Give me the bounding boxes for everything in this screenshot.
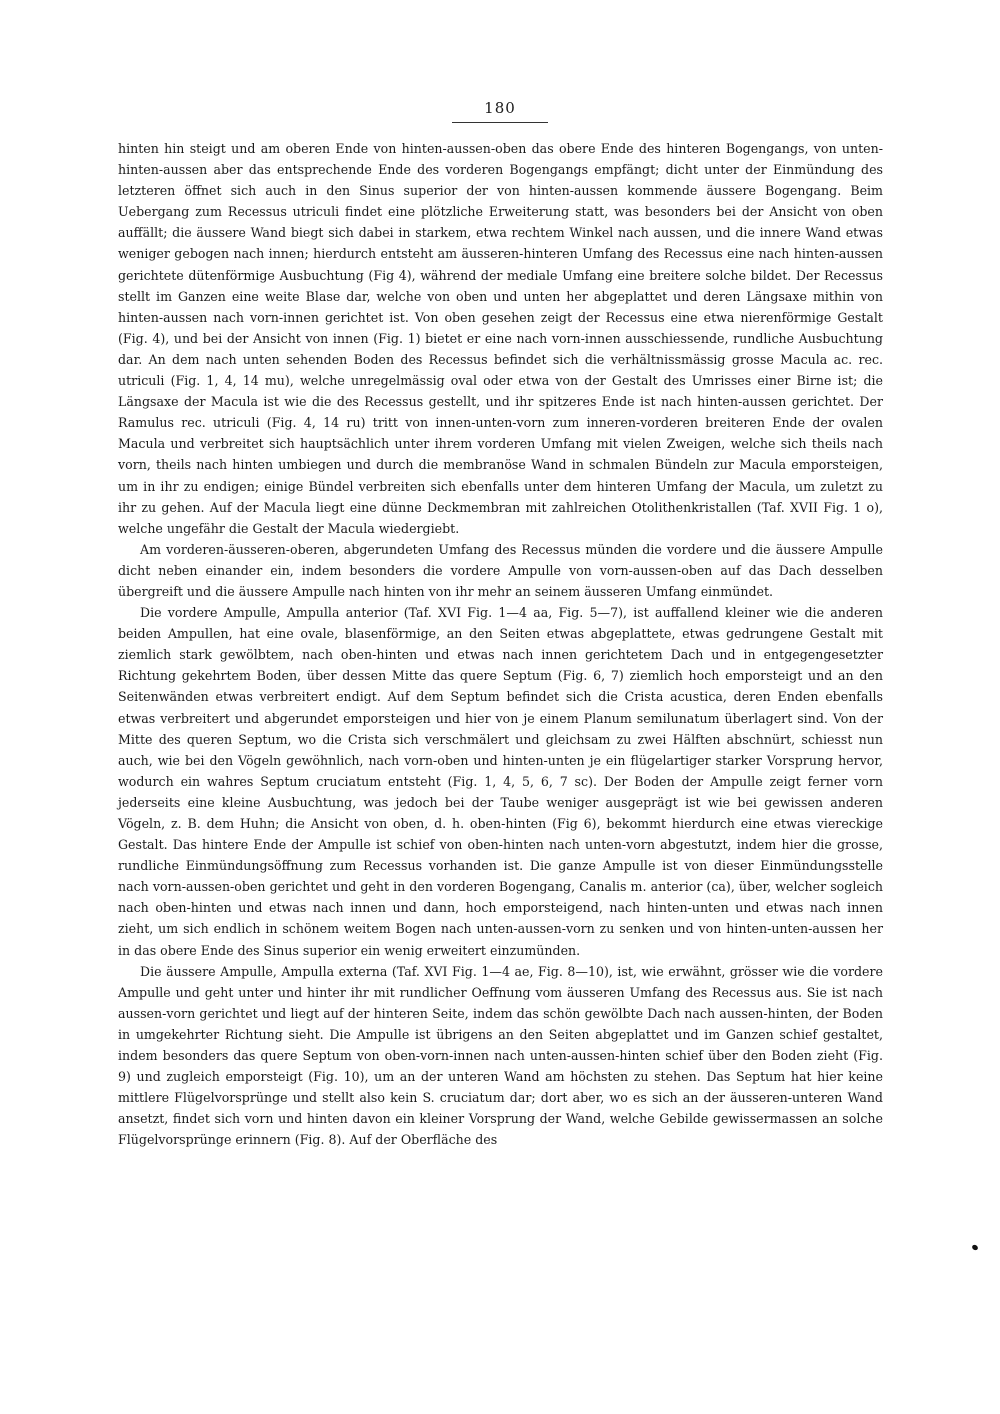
paragraph-2: Am vorderen-äusseren-oberen, abgerundeten Umfang des Recessus münden die vordere und die äussere Ampulle dicht neben einander ein, indem besonders die vordere Ampulle von vorn-aussen-oben auf das Dach desselben übergreift und die äussere Ampulle nach hinten von ihr mehr an seinem äusseren Umfang einmündet.	[118, 541, 883, 599]
page-number-rule	[452, 122, 548, 123]
margin-mark	[971, 1244, 979, 1252]
body-text	[118, 138, 883, 1151]
paragraph-3: Die vordere Ampulle, Ampulla anterior (Taf. XVI Fig. 1—4 aa, Fig. 5—7), ist auffallend kleiner wie die anderen beiden Ampullen, hat eine ovale, blasenförmige, an den Seiten etwas abgeplattete, etwas gedrungene Gestalt mit ziemlich stark gewölbtem, nach oben-hinten und etwas nach innen gerichtetem Dach und in entgegengesetzter Richtung gekehrtem Boden, über dessen Mitte das quere Septum (Fig. 6, 7) ziemlich hoch emporsteigt und an den Seitenwänden etwas verbreitert endigt. Auf dem Septum befindet sich die Crista acustica, deren Enden ebenfalls etwas verbreitert und abgerundet emporsteigen und hier von je einem Planum semilunatum überlagert sind. Von der Mitte des queren Septum, wo die Crista sich verschmälert und gleichsam zu zwei Hälften abschnürt, schiesst nun auch, wie bei den Vögeln gewöhnlich, nach vorn-oben und hinten-unten je ein flügelartiger starker Vorsprung hervor, wodurch ein wahres Septum cruciatum entsteht (Fig. 1, 4, 5, 6, 7 sc). Der Boden der Ampulle zeigt ferner vorn jederseits eine kleine Ausbuchtung, was jedoch bei der Taube weniger ausgeprägt ist wie bei gewissen anderen Vögeln, z. B. dem Huhn; die Ansicht von oben, d. h. oben-hinten (Fig 6), bekommt hierdurch eine etwas viereckige Gestalt. Das hintere Ende der Ampulle ist schief von oben-hinten nach unten-vorn abgestutzt, indem hier die grosse, rundliche Einmündungsöffnung zum Recessus vorhanden ist. Die ganze Ampulle ist von dieser Einmündungsstelle nach vorn-aussen-oben gerichtet und geht in den vorderen Bogengang, Canalis m. anterior (ca), über, welcher sogleich nach oben-hinten und etwas nach innen und dann, hoch emporsteigend, nach hinten-unten und etwas nach innen zieht, um sich endlich in schönem weitem Bogen nach unten-aussen-vorn zu senken und von hinten-unten-aussen her in das obere Ende des Sinus superior ein wenig erweitert einzumünden.	[118, 605, 883, 958]
paragraph-1: hinten hin steigt und am oberen Ende von hinten-aussen-oben das obere Ende des hinteren Bogengangs, von unten-hinten-aussen aber das entsprechende Ende des vorderen Bogengangs empfängt; dicht unter der Einmündung des letzteren öffnet sich auch in den Sinus superior der von hinten-aussen kommende äussere Bogengang. Beim Uebergang zum Recessus utriculi findet eine plötzliche Erweiterung statt, was besonders bei der Ansicht von oben auffällt; die äussere Wand biegt sich dabei in starkem, etwa rechtem Winkel nach aussen, und die innere Wand etwas weniger gebogen nach innen; hierdurch entsteht am äusseren-hinteren Umfang des Recessus eine nach hinten-aussen gerichtete dütenförmige Ausbuchtung (Fig 4), während der mediale Umfang eine breitere solche bildet. Der Recessus stellt im Ganzen eine weite Blase dar, welche von oben und unten her abgeplattet und deren Längsaxe mithin von hinten-aussen nach vorn-innen gerichtet ist. Von oben gesehen zeigt der Recessus eine etwa nierenförmige Gestalt (Fig. 4), und bei der Ansicht von innen (Fig. 1) bietet er eine nach vorn-innen ausschiessende, rundliche Ausbuchtung dar. An dem nach unten sehenden Boden des Recessus befindet sich die verhältnissmässig grosse Macula ac. rec. utriculi (Fig. 1, 4, 14 mu), welche unregelmässig oval oder etwa von der Gestalt des Umrisses einer Birne ist; die Längsaxe der Macula ist wie die des Recessus gestellt, und ihr spitzeres Ende ist nach hinten-aussen gerichtet. Der Ramulus rec. utriculi (Fig. 4, 14 ru) tritt von innen-unten-vorn zum inneren-vorderen breiteren Ende der ovalen Macula und verbreitet sich hauptsächlich unter ihrem vorderen Umfang mit vielen Zweigen, welche sich theils nach vorn, theils nach hinten umbiegen und durch die membranöse Wand in schmalen Bündeln zur Macula emporsteigen, um in ihr zu endigen; einige Bündel verbreiten sich ebenfalls unter dem hinteren Umfang der Macula, um zuletzt zu ihr zu gehen. Auf der Macula liegt eine dünne Deckmembran mit zahlreichen Otolithenkristallen (Taf. XVII Fig. 1 o), welche ungefähr die Gestalt der Macula wiedergiebt.	[118, 141, 883, 536]
paragraph-4: Die äussere Ampulle, Ampulla externa (Taf. XVI Fig. 1—4 ae, Fig. 8—10), ist, wie erwähnt, grösser wie die vordere Ampulle und geht unter und hinter ihr mit rundlicher Oeffnung vom äusseren Umfang des Recessus aus. Sie ist nach aussen-vorn gerichtet und liegt auf der hinteren Seite, indem das schön gewölbte Dach nach aussen-hinten, der Boden in umgekehrter Richtung sieht. Die Ampulle ist übrigens an den Seiten abgeplattet und im Ganzen schief gestaltet, indem besonders das quere Septum von oben-vorn-innen nach unten-aussen-hinten schief über den Boden zieht (Fig. 9) und zugleich emporsteigt (Fig. 10), um an der unteren Wand am höchsten zu stehen. Das Septum hat hier keine mittlere Flügelvorsprünge und stellt also kein S. cruciatum dar; dort aber, wo es sich an der äusseren-unteren Wand ansetzt, findet sich vorn und hinten davon ein kleiner Vorsprung der Wand, welche Gebilde gewissermassen an solche Flügelvorsprünge erinnern (Fig. 8). Auf der Oberfläche des	[118, 963, 883, 1148]
page-number: 180	[484, 99, 516, 117]
